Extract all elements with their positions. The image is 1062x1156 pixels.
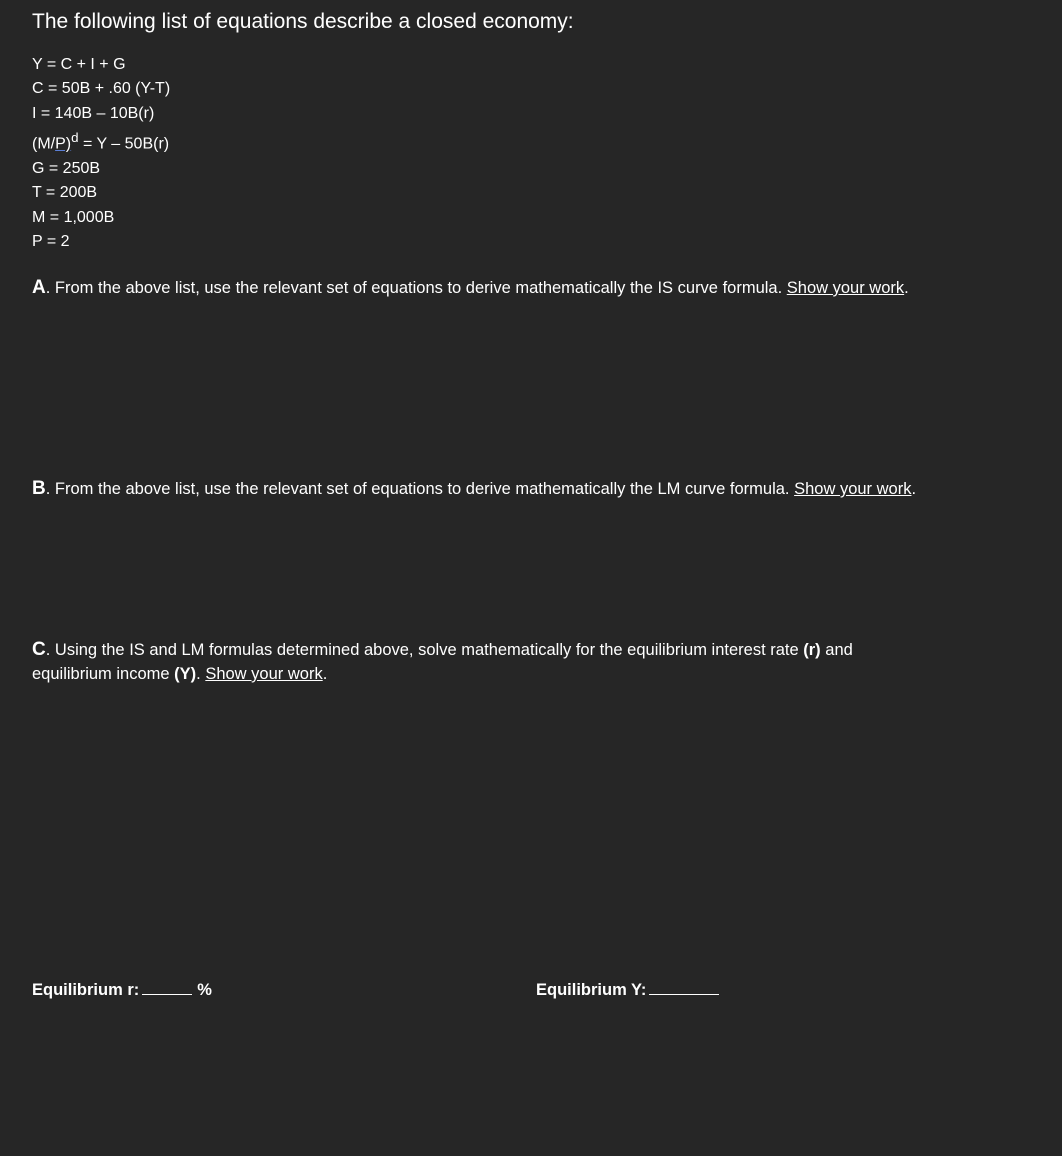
money-demand-prefix: (M/ (32, 135, 56, 153)
question-a-letter: A (32, 277, 46, 298)
equation-identity: Y = C + I + G (32, 56, 126, 73)
question-a-show-work: Show your work (786, 279, 905, 297)
question-c-text-2: and (820, 641, 853, 659)
money-demand-rhs: = Y – 50B(r) (78, 135, 170, 153)
question-c-show-work: Show your work (205, 665, 323, 683)
equation-government: G = 250B (32, 159, 101, 177)
question-b (32, 477, 916, 501)
equation-money-supply: M = 1,000B (32, 208, 115, 226)
equilibrium-r-answer (32, 978, 212, 1002)
page-title: The following list of equations describe a closed economy: (32, 10, 574, 33)
question-c-line-2 (32, 662, 853, 686)
money-demand-superscript: d (71, 130, 79, 146)
equation-consumption: C = 50B + .60 (Y-T) (32, 80, 171, 98)
question-c (32, 638, 853, 686)
money-demand-price: P) (55, 135, 72, 153)
equilibrium-y-blank[interactable] (649, 993, 719, 995)
question-a-period: . (904, 279, 909, 297)
question-b-period: . (911, 480, 917, 498)
equation-price-level: P = 2 (32, 233, 70, 251)
equilibrium-y-answer (536, 978, 719, 1002)
question-c-y-symbol: (Y) (174, 665, 197, 683)
equation-money-demand (32, 126, 170, 157)
question-c-text-3: equilibrium income (32, 665, 175, 683)
question-c-text-4: . (196, 665, 206, 683)
equation-taxes: T = 200B (32, 184, 98, 202)
question-a (32, 276, 909, 300)
question-b-letter: B (32, 478, 46, 499)
equilibrium-r-blank[interactable] (142, 993, 192, 995)
equation-list (32, 53, 170, 255)
equilibrium-r-label: Equilibrium r: (32, 981, 140, 999)
question-c-letter: C (32, 639, 46, 660)
equation-investment: I = 140B – 10B(r) (32, 104, 155, 122)
question-c-text-1: . Using the IS and LM formulas determined above, solve mathematically for the equilibrium interest rate (45, 641, 804, 659)
equilibrium-r-unit: % (197, 981, 212, 999)
question-b-show-work: Show your work (794, 480, 912, 498)
question-c-period: . (322, 665, 328, 683)
question-b-text: . From the above list, use the relevant set of equations to derive mathematically the LM curve formula. (45, 480, 795, 498)
question-c-r-symbol: (r) (803, 641, 821, 659)
question-a-text: . From the above list, use the relevant set of equations to derive mathematically the IS curve formula. (45, 279, 787, 297)
equilibrium-y-label: Equilibrium Y: (536, 981, 647, 999)
question-c-line-1 (32, 638, 853, 662)
